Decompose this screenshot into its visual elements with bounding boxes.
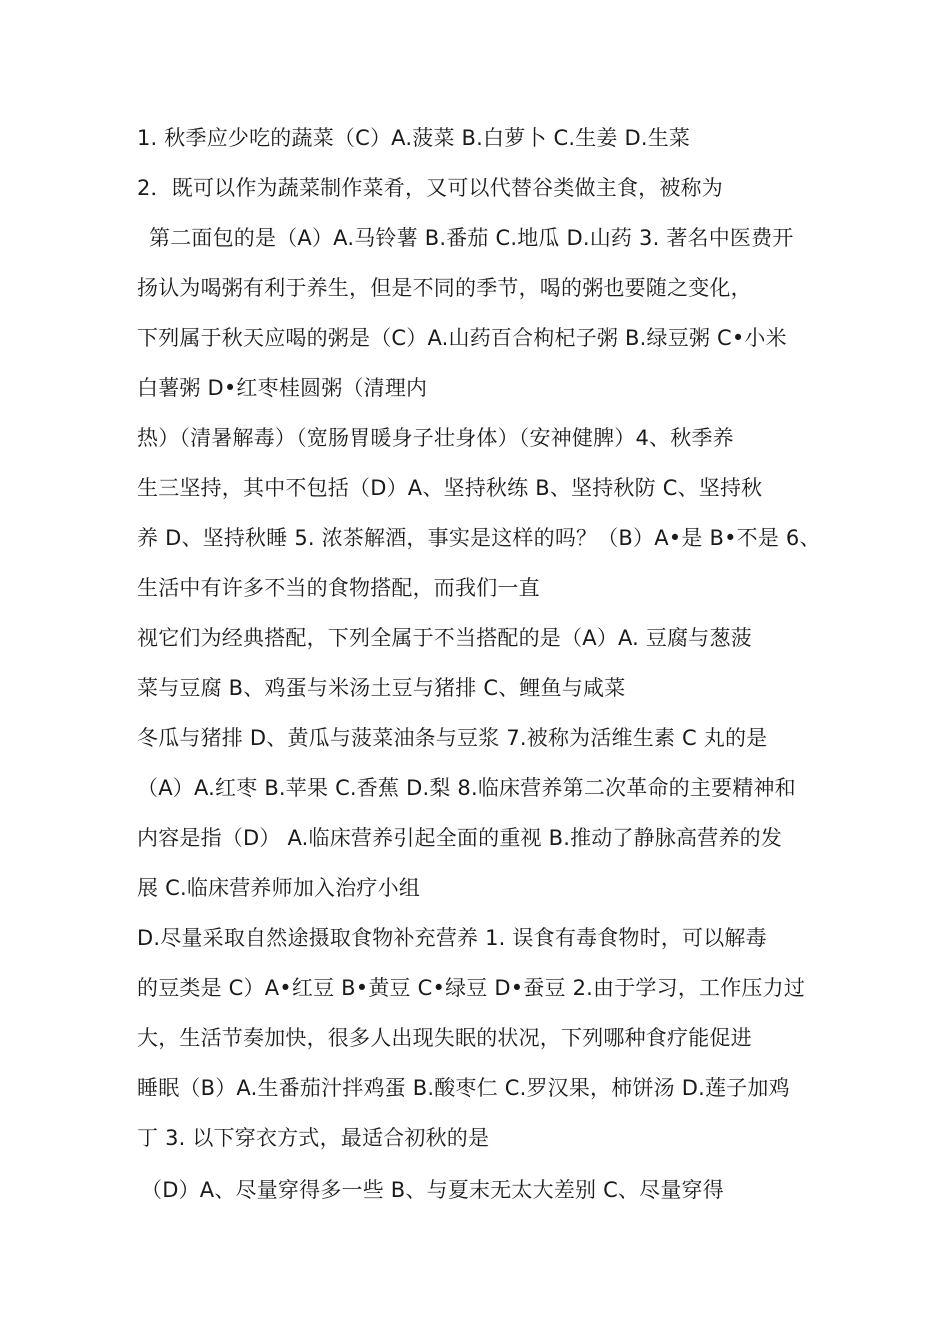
text-line: 的豆类是 C）A•红豆 B•黄豆 C•绿豆 D•蚕豆 2.由于学习，工作压力过 — [137, 976, 806, 1000]
text-line: 热）（清暑解毒）（宽肠胃暖身子壮身体）（安神健脾）4、秋季养 — [137, 426, 734, 450]
text-line: 内容是指（D） A.临床营养引起全面的重视 B.推动了静脉高营养的发 — [137, 826, 783, 850]
text-line: 2．既可以作为蔬菜制作菜肴，又可以代替谷类做主食，被称为 — [137, 176, 723, 200]
text-line: 白薯粥 D•红枣桂圆粥（清理内 — [137, 376, 428, 400]
text-line: 养 D、坚持秋睡 5. 浓茶解酒，事实是这样的吗？（B）A•是 B•不是 6、 — [137, 526, 821, 550]
text-line: 1. 秋季应少吃的蔬菜（C）A.菠菜 B.白萝卜 C.生姜 D.生菜 — [137, 126, 691, 150]
text-line: D.尽量采取自然途摄取食物补充营养 1. 误食有毒食物时，可以解毒 — [137, 926, 767, 950]
text-line: 生活中有许多不当的食物搭配，而我们一直 — [137, 576, 540, 600]
text-line: （D）A、尽量穿得多一些 B、与夏末无太大差别 C、尽量穿得 — [141, 1178, 724, 1202]
text-line: 丁 3. 以下穿衣方式，最适合初秋的是 — [137, 1126, 490, 1150]
text-line: 视它们为经典搭配，下列全属于不当搭配的是（A）A. 豆腐与葱菠 — [137, 626, 752, 650]
text-line: 生三坚持，其中不包括（D）A、坚持秋练 B、坚持秋防 C、坚持秋 — [137, 476, 763, 500]
text-line: 展 C.临床营养师加入治疗小组 — [137, 876, 421, 900]
text-line: 扬认为喝粥有利于养生，但是不同的季节，喝的粥也要随之变化， — [137, 276, 752, 300]
text-line: 菜与豆腐 B、鸡蛋与米汤土豆与猪排 C、鲤鱼与咸菜 — [137, 676, 626, 700]
text-line: 下列属于秋天应喝的粥是（C）A.山药百合枸杞子粥 B.绿豆粥 C•小米 — [137, 326, 787, 350]
text-line: 大，生活节奏加快，很多人出现失眠的状况，下列哪种食疗能促进 — [137, 1026, 752, 1050]
text-line: 第二面包的是（A）A.马铃薯 B.番茄 C.地瓜 D.山药 3. 著名中医费开 — [149, 226, 794, 250]
text-line: 睡眠（B）A.生番茄汁拌鸡蛋 B.酸枣仁 C.罗汉果，柿饼汤 D.莲子加鸡 — [137, 1076, 790, 1100]
text-line: （A）A.红枣 B.苹果 C.香蕉 D.梨 8.临床营养第二次革命的主要精神和 — [137, 776, 796, 800]
text-line: 冬瓜与猪排 D、黄瓜与菠菜油条与豆浆 7.被称为活维生素 C 丸的是 — [137, 726, 768, 750]
